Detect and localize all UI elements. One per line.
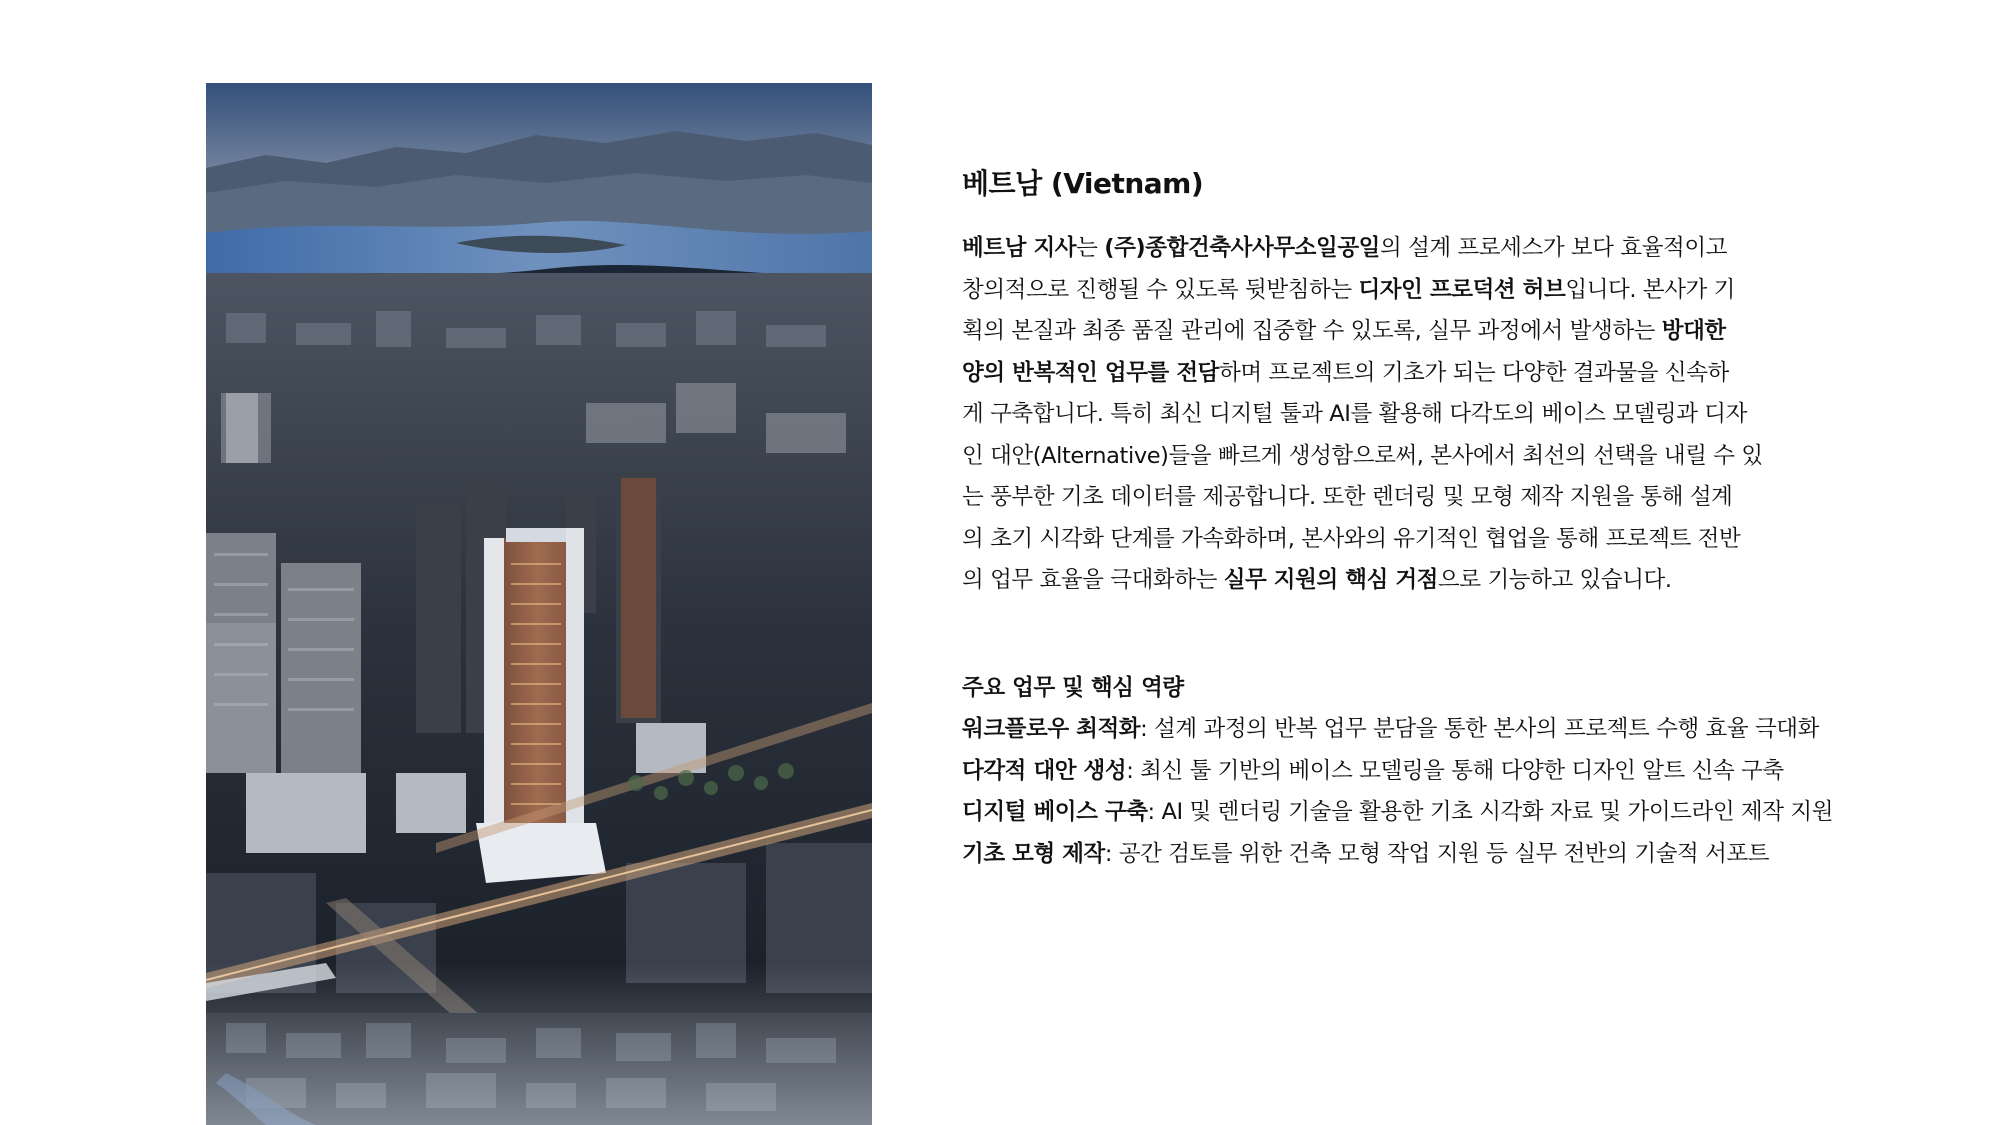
intro-line — [962, 436, 1962, 478]
branch-photo — [206, 83, 872, 1125]
capabilities-heading: 주요 업무 및 핵심 역량 — [962, 674, 1184, 701]
capability-term: 워크플로우 최적화 — [962, 716, 1141, 742]
capability-item — [962, 751, 1962, 793]
intro-text: 인 대안(Alternative)들을 빠르게 생성함으로써, 본사에서 최선의 선택을 내릴 수 있 — [962, 442, 1763, 469]
capability-item — [962, 834, 1962, 876]
intro-emphasis: 디자인 프로덕션 허브 — [1358, 276, 1566, 303]
intro-text: 는 — [1076, 235, 1105, 261]
capability-term: 기초 모형 제작 — [962, 840, 1105, 867]
intro-emphasis: 실무 지원의 핵심 거점 — [1223, 567, 1439, 593]
capabilities-list — [962, 709, 1962, 875]
intro-emphasis: (주)종합건축사사무소일공일 — [1104, 235, 1380, 261]
intro-line — [962, 270, 1962, 312]
intro-emphasis: 양의 반복적인 업무를 전담 — [962, 359, 1219, 386]
intro-line — [962, 477, 1962, 519]
intro-text: 하며 프로젝트의 기초가 되는 다양한 결과물을 신속하 — [1219, 359, 1729, 386]
intro-text: 획의 본질과 최종 품질 관리에 집중할 수 있도록, 실무 과정에서 발생하는 — [962, 318, 1662, 344]
intro-line — [962, 394, 1962, 436]
intro-paragraph — [962, 228, 1962, 602]
capability-item — [962, 709, 1962, 751]
capability-description: : AI 및 렌더링 기술을 활용한 기초 시각화 자료 및 가이드라인 제작 지원 — [1147, 799, 1834, 825]
capability-description: : 공간 검토를 위한 건축 모형 작업 지원 등 실무 전반의 기술적 서포트 — [1104, 840, 1770, 867]
intro-text: 창의적으로 진행될 수 있도록 뒷받침하는 — [962, 276, 1359, 303]
capability-term: 다각적 대안 생성 — [962, 757, 1127, 784]
intro-line — [962, 311, 1962, 353]
branch-description — [962, 160, 1962, 875]
aerial-city-image — [206, 83, 872, 1125]
capability-term: 디지털 베이스 구축 — [962, 799, 1148, 825]
capability-description: : 설계 과정의 반복 업무 분담을 통한 본사의 프로젝트 수행 효율 극대화 — [1140, 716, 1819, 742]
intro-line — [962, 353, 1962, 395]
capability-description: : 최신 툴 기반의 베이스 모델링을 통해 다양한 디자인 알트 신속 구축 — [1126, 757, 1784, 784]
intro-emphasis: 베트남 지사 — [962, 235, 1077, 261]
intro-text: 는 풍부한 기초 데이터를 제공합니다. 또한 렌더링 및 모형 제작 지원을 통해 설계 — [962, 484, 1733, 510]
intro-line — [962, 519, 1962, 561]
intro-text: 의 업무 효율을 극대화하는 — [962, 567, 1224, 593]
intro-line — [962, 228, 1962, 270]
capability-item — [962, 792, 1962, 834]
intro-emphasis: 방대한 — [1661, 318, 1726, 344]
branch-title: 베트남 (Vietnam) — [962, 167, 1204, 200]
intro-text: 게 구축합니다. 특히 최신 디지털 툴과 AI를 활용해 다각도의 베이스 모델링과 디자 — [962, 401, 1747, 427]
intro-text: 입니다. 본사가 기 — [1565, 276, 1735, 303]
intro-line — [962, 560, 1962, 602]
intro-text: 으로 기능하고 있습니다. — [1438, 567, 1672, 593]
intro-text: 의 초기 시각화 단계를 가속화하며, 본사와의 유기적인 협업을 통해 프로젝트 전반 — [962, 525, 1741, 552]
intro-text: 의 설계 프로세스가 보다 효율적이고 — [1380, 235, 1728, 261]
